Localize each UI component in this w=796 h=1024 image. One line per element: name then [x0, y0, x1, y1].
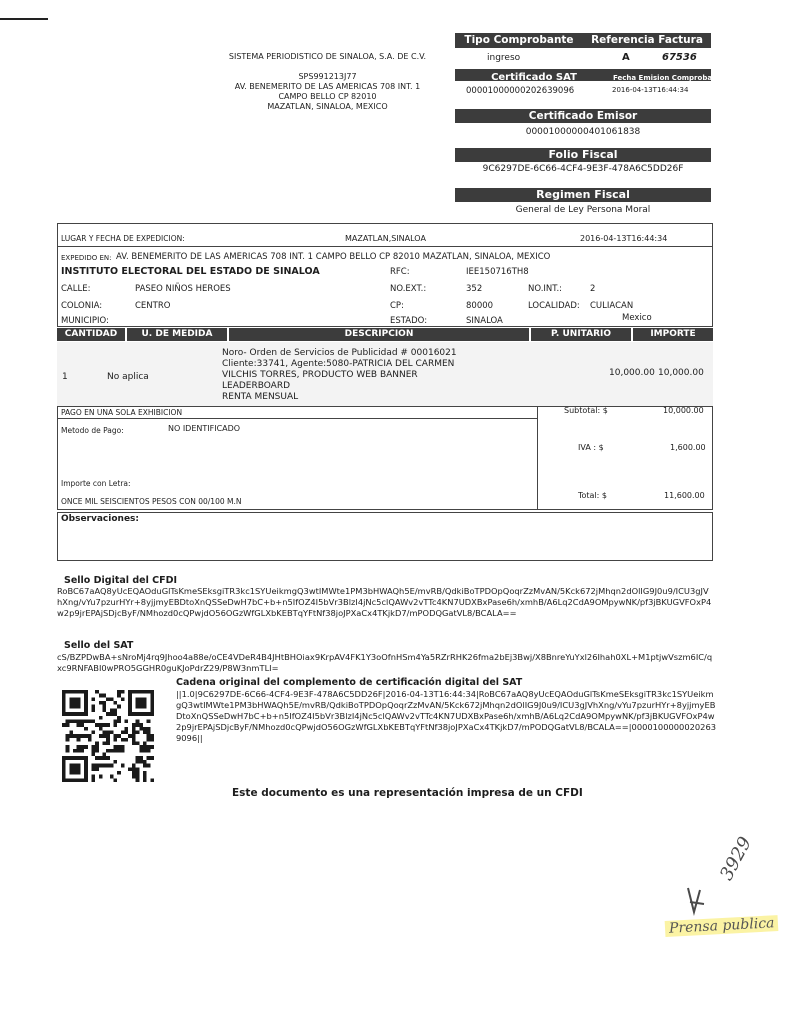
issuer-address-2: CAMPO BELLO CP 82010	[278, 92, 377, 101]
issuer-address-1: AV. BENEMERITO DE LAS AMERICAS 708 INT. 1	[234, 82, 421, 91]
colonia-label: COLONIA:	[61, 301, 103, 311]
referencia-factura-label: Referencia Factura	[591, 34, 703, 46]
regimen-fiscal-value: General de Ley Persona Moral	[515, 205, 651, 215]
localidad-label: LOCALIDAD:	[528, 301, 580, 311]
item-unidad: No aplica	[107, 372, 149, 382]
sello-cfdi-value: RoBC67aAQ8yUcEQAOduGlTsKmeSEksgiTR3kc1SYUeikmgQ3wtIMWte1PM3bHWAQh5E/mvRB/QdkiBoTPDOpQoqrZzMvAN/5Kck672jMhqn2dOlIG9J0u9/ICU3gJVhXng/vYu7pzurHYr+8yjjmyEBDtoXnQSSeDwH7bC+b+n5IfOZ4I5bVr3BlzI4jNc5clQAWv2vTTc4KN7UDXBxPase6h/xmhB/A6Lq2CdA9OMpywNK/pf3jBKUGVFOxP4w2p9jrEPAjSDjcByF/NMhozd0cQPwjdO56OGzWfGLXbKEBTqYFtNf38joJPXaCx4TKjkD7/mPODQGatVL8/BCALA==	[57, 586, 712, 618]
noext-label: NO.EXT.:	[390, 284, 427, 294]
serie-value: A	[622, 52, 630, 63]
estado-value: SINALOA	[466, 316, 503, 326]
handwritten-number-text: 3929	[716, 833, 757, 884]
col-punitario: P. UNITARIO	[531, 328, 631, 341]
handwritten-scribble-icon	[684, 882, 714, 922]
receptor-divider	[57, 246, 713, 247]
cp-label: CP:	[390, 301, 404, 311]
observaciones-label: Observaciones:	[61, 514, 140, 524]
noint-label: NO.INT.:	[528, 284, 563, 294]
certificado-emisor-label: Certificado Emisor	[528, 110, 638, 122]
estado-label: ESTADO:	[390, 316, 428, 326]
col-descripcion: DESCRIPCION	[229, 328, 529, 341]
item-desc-line: Noro- Orden de Servicios de Publicidad # 00016021	[222, 348, 457, 358]
colonia-value: CENTRO	[135, 301, 171, 311]
issuer-name: SISTEMA PERIODISTICO DE SINALOA, S.A. DE C.V.	[228, 52, 427, 61]
issuer-address-3: MAZATLAN, SINALOA, MEXICO	[267, 102, 388, 111]
rfc-label: RFC:	[390, 267, 410, 277]
item-desc-line: Cliente:33741, Agente:5080-PATRICIA DEL CARMEN	[222, 359, 455, 369]
cadena-label: Cadena original del complemento de certificación digital del SAT	[176, 677, 523, 688]
total-label: Total: $	[578, 491, 608, 500]
noint-value: 2	[590, 284, 596, 294]
totals-divider	[537, 406, 538, 510]
certificado-emisor-bar	[455, 109, 711, 123]
item-desc-line: VILCHIS TORRES, PRODUCTO WEB BANNER	[222, 370, 418, 380]
total-value: 11,600.00	[664, 491, 705, 500]
sello-sat-value: cS/BZPDwBA+sNroMj4rq9Jhoo4a88e/oCE4VDeR4B4JHtBHOiax9KrpAV4FK1Y3oOfnHSm4Ya5RZrRHK26fma2bEj3Bwj/X8BnreYuYxl26Ihah0XL+M1ptjwVszm6IC/qxc9RNFABI0wPRO5GGHR0guKJoPdrZ29/P8W3nmTLI=	[57, 652, 713, 673]
metodo-pago-value: NO IDENTIFICADO	[168, 424, 241, 433]
cadena-value: ||1.0|9C6297DE-6C66-4CF4-9E3F-478A6C5DD26F|2016-04-13T16:44:34|RoBC67aAQ8yUcEQAOduGlTsKmeSEksgiTR3kc1SYUeikmgQ3wtIMWte1PM3bHWAQh5E/mvRB/QdkiBoTPDOpQoqrZzMvAN/5Kck672jMhqn2dOlIG9J0u9/ICU3gJVhXng/vYu7pzurHYr+8yjjmyEBDtoXnQSSeDwH7bC+b+n5IfOZ4I5bVr3BlzI4jNc5clQAWv2vTTc4KN7UDXBxPase6h/xmhB/A6Lq2CdA9OMpywNK/pf3jBKUGVFOxP4w2p9jrEPAjSDjcByF/NMhozd0cQPwjdO56OGzWfGLXbKEBTqYFtNf38joJPXaCx4TKjkD7/mPODQGatVL8/BCALA==|00001000000202639096||	[176, 689, 716, 743]
sello-cfdi-label: Sello Digital del CFDI	[64, 575, 178, 586]
folio-value: 67536	[662, 52, 697, 63]
col-cantidad: CANTIDAD	[57, 328, 125, 341]
item-descripcion	[222, 348, 457, 403]
iva-value: 1,600.00	[670, 443, 706, 452]
observaciones-box	[57, 512, 713, 561]
col-unidad: U. DE MEDIDA	[127, 328, 227, 341]
handwritten-note: Prensa publica	[665, 915, 779, 937]
sello-sat-label: Sello del SAT	[64, 640, 134, 651]
certificado-emisor-value: 00001000000401061838	[525, 127, 641, 137]
municipio-label: MUNICIPIO:	[61, 316, 109, 326]
importe-letra-value: ONCE MIL SEISCIENTOS PESOS CON 00/100 M.N	[61, 497, 242, 506]
localidad-value: CULIACAN	[590, 301, 634, 311]
forma-pago: PAGO EN UNA SOLA EXHIBICION	[61, 408, 183, 417]
rfc-value: IEE150716TH8	[466, 267, 529, 277]
fecha-emision-label: Fecha Emision Comprobante	[613, 74, 726, 82]
expedido-value: AV. BENEMERITO DE LAS AMERICAS 708 INT. 1 CAMPO BELLO CP 82010 MAZATLAN, SINALOA, MEXICO	[116, 252, 551, 262]
col-importe: IMPORTE	[633, 328, 713, 341]
calle-label: CALLE:	[61, 284, 91, 294]
lugar-fecha-label: LUGAR Y FECHA DE EXPEDICION:	[61, 234, 185, 243]
fecha-emision-value: 2016-04-13T16:44:34	[612, 86, 689, 94]
fecha-expedicion-value: 2016-04-13T16:44:34	[580, 234, 668, 243]
metodo-pago-label: Metodo de Pago:	[61, 426, 124, 435]
item-punitario: 10,000.00	[609, 368, 655, 378]
lugar-value: MAZATLAN,SINALOA	[345, 234, 426, 243]
tipo-referencia-bar	[455, 33, 711, 48]
qr-code-icon	[62, 690, 154, 782]
issuer-block	[200, 52, 455, 112]
receptor-name: INSTITUTO ELECTORAL DEL ESTADO DE SINALOA	[61, 266, 320, 277]
iva-label: IVA : $	[578, 443, 604, 452]
subtotal-label: Subtotal: $	[564, 406, 608, 415]
certificado-sat-value: 00001000000202639096	[466, 86, 575, 96]
certificado-sat-label: Certificado SAT	[491, 72, 577, 83]
folio-fiscal-label: Folio Fiscal	[548, 148, 618, 161]
item-desc-line: RENTA MENSUAL	[222, 392, 299, 402]
cp-value: 80000	[466, 301, 494, 311]
item-cantidad: 1	[62, 372, 68, 382]
tipo-comprobante-value: ingreso	[487, 53, 521, 63]
item-desc-line: LEADERBOARD	[222, 381, 291, 391]
issuer-rfc: SPS991213J77	[298, 72, 357, 81]
payment-divider	[57, 418, 537, 419]
certificado-fecha-bar	[455, 69, 726, 83]
calle-value: PASEO NIÑOS HEROES	[135, 284, 231, 294]
table-row	[57, 342, 713, 406]
folio-fiscal-value: 9C6297DE-6C66-4CF4-9E3F-478A6C5DD26F	[482, 164, 684, 174]
tipo-comprobante-label: Tipo Comprobante	[464, 34, 574, 46]
subtotal-value: 10,000.00	[663, 406, 704, 415]
regimen-fiscal-label: Regimen Fiscal	[536, 188, 630, 201]
item-importe: 10,000.00	[658, 368, 704, 378]
folio-fiscal-bar	[455, 148, 711, 162]
totals-box	[57, 406, 713, 510]
importe-letra-label: Importe con Letra:	[61, 479, 131, 488]
scan-mark	[0, 18, 48, 20]
pais-value: Mexico	[622, 313, 652, 323]
expedido-label: EXPEDIDO EN:	[61, 254, 112, 262]
noext-value: 352	[466, 284, 483, 294]
footer-note: Este documento es una representación impresa de un CFDI	[232, 787, 583, 799]
regimen-fiscal-bar	[455, 188, 711, 202]
